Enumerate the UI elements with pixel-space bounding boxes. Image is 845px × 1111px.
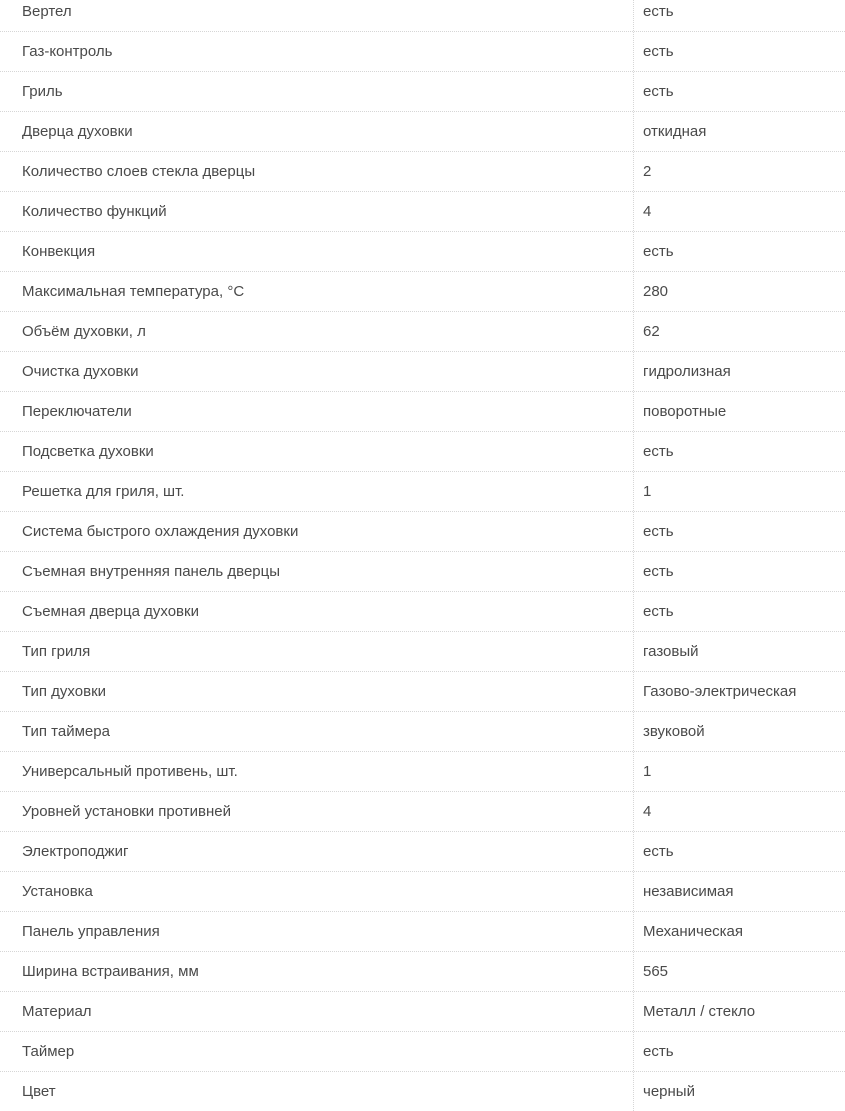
spec-value: есть [633, 0, 823, 31]
spec-name: Материал [22, 1003, 92, 1020]
spec-value: 4 [633, 192, 823, 231]
spec-value: есть [633, 1032, 823, 1071]
spec-row [0, 992, 845, 1032]
spec-value: 1 [633, 752, 823, 791]
spec-name: Количество функций [22, 203, 167, 220]
spec-row [0, 312, 845, 352]
spec-row [0, 0, 845, 32]
spec-value: 4 [633, 792, 823, 831]
spec-row [0, 272, 845, 312]
spec-value: независимая [633, 872, 823, 911]
spec-name: Решетка для гриля, шт. [22, 483, 185, 500]
spec-row [0, 952, 845, 992]
spec-row [0, 632, 845, 672]
spec-name: Универсальный противень, шт. [22, 763, 238, 780]
spec-name: Вертел [22, 3, 72, 20]
spec-row [0, 432, 845, 472]
spec-name: Ширина встраивания, мм [22, 963, 199, 980]
spec-row [0, 392, 845, 432]
spec-name: Тип гриля [22, 643, 91, 660]
spec-name: Очистка духовки [22, 363, 139, 380]
spec-row [0, 1032, 845, 1072]
spec-row [0, 592, 845, 632]
spec-row [0, 712, 845, 752]
spec-value: откидная [633, 112, 823, 151]
spec-row [0, 72, 845, 112]
spec-value: есть [633, 32, 823, 71]
spec-value: гидролизная [633, 352, 823, 391]
spec-value: Газово-электрическая [633, 672, 823, 711]
spec-row [0, 32, 845, 72]
spec-name: Система быстрого охлаждения духовки [22, 523, 299, 540]
spec-name: Конвекция [22, 243, 96, 260]
spec-value: черный [633, 1072, 823, 1111]
spec-name: Переключатели [22, 403, 132, 420]
spec-row [0, 792, 845, 832]
spec-row [0, 752, 845, 792]
spec-row [0, 192, 845, 232]
spec-name: Цвет [22, 1083, 56, 1100]
spec-value: 62 [633, 312, 823, 351]
spec-value: звуковой [633, 712, 823, 751]
spec-name: Дверца духовки [22, 123, 133, 140]
spec-value: газовый [633, 632, 823, 671]
spec-value: 565 [633, 952, 823, 991]
spec-value: есть [633, 552, 823, 591]
spec-value: есть [633, 832, 823, 871]
spec-row [0, 552, 845, 592]
spec-row [0, 1072, 845, 1111]
spec-value: 1 [633, 472, 823, 511]
spec-value: есть [633, 592, 823, 631]
spec-name: Съемная внутренняя панель дверцы [22, 563, 281, 580]
spec-row [0, 832, 845, 872]
spec-row [0, 512, 845, 552]
spec-value: есть [633, 512, 823, 551]
spec-row [0, 112, 845, 152]
spec-name: Подсветка духовки [22, 443, 154, 460]
spec-row [0, 912, 845, 952]
spec-row [0, 152, 845, 192]
spec-name: Съемная дверца духовки [22, 603, 199, 620]
spec-value: 280 [633, 272, 823, 311]
spec-row [0, 352, 845, 392]
spec-name: Тип духовки [22, 683, 107, 700]
spec-value: есть [633, 72, 823, 111]
spec-name: Максимальная температура, °С [22, 283, 245, 300]
spec-name: Установка [22, 883, 93, 900]
spec-name: Таймер [22, 1043, 75, 1060]
spec-row [0, 232, 845, 272]
spec-name: Панель управления [22, 923, 160, 940]
spec-name: Газ-контроль [22, 43, 113, 60]
spec-value: Металл / стекло [633, 992, 823, 1031]
spec-name: Объём духовки, л [22, 323, 146, 340]
spec-value: есть [633, 432, 823, 471]
spec-value: 2 [633, 152, 823, 191]
spec-name: Тип таймера [22, 723, 110, 740]
spec-row [0, 472, 845, 512]
spec-value: поворотные [633, 392, 823, 431]
spec-row [0, 872, 845, 912]
spec-value: Механическая [633, 912, 823, 951]
spec-name: Гриль [22, 83, 63, 100]
spec-name: Количество слоев стекла дверцы [22, 163, 256, 180]
spec-name: Электроподжиг [22, 843, 129, 860]
spec-value: есть [633, 232, 823, 271]
spec-row [0, 672, 845, 712]
spec-name: Уровней установки противней [22, 803, 231, 820]
